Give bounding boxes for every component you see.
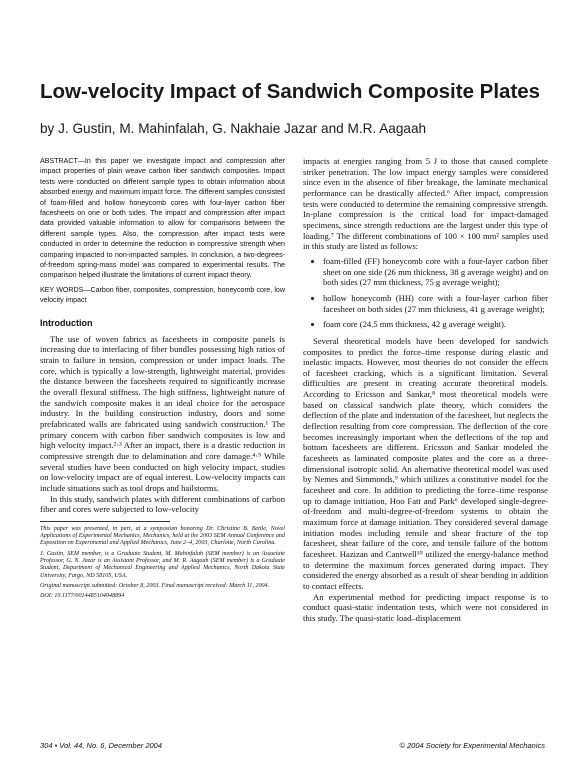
sample-list-item-foam-core: • foam core (24.5 mm thickness, 42 g average weight).: [323, 319, 548, 330]
abstract: ABSTRACT—In this paper we investigate impact and compression after impact properties of plain weave carbon fiber sandwich composites. Impact tests were conducted on different sample types to obtain information about absorbed energy and maximum impact force. The different samples consisted of foam-filled and hollow honeycomb cores with four-layer carbon fiber facesheets on one or both sides. The impact and compression after impact data provided valuable information to allow for comparisons between the different sample types. Also, the compression after impact tests were conducted in order to determine the reduction in compressive strength when comparing impacted to non-impacted samples. In conclusion, a two-degrees-of-freedom spring-mass model was compared to experimental results. The comparison helped illustrate the limitations of current impact theory.: [40, 157, 285, 280]
sample-list: [303, 256, 548, 330]
sample-list-item-foam-filled: • foam-filled (FF) honeycomb core with a four-layer carbon fiber sheet on one side (26 mm thickness, 38 g average weight) and on both sides (27 mm thickness, 75 g average weight);: [323, 256, 548, 288]
footnote-divider: [40, 521, 170, 522]
sample-list-item-hollow-honeycomb: • hollow honeycomb (HH) core with a four-layer carbon fiber facesheet on both sides (27 mm thickness, 41 g average weight);: [323, 293, 548, 314]
keywords: KEY WORDS—Carbon fiber, composites, compression, honeycomb core, low velocity impact: [40, 285, 285, 305]
paper-title: Low-velocity Impact of Sandwich Composite Plates: [40, 80, 541, 103]
footnote-doi: DOI: 10.1177/0014485104048894: [40, 593, 125, 600]
left-column: [40, 156, 285, 604]
intro-paragraph-2: In this study, sandwich plates with different combinations of carbon fiber and cores were subjected to low-velocity: [40, 493, 285, 515]
footnote-presentation: This paper was presented, in part, at a symposium honoring Dr. Christine B. Bettle, Novel Applications of Experimental Mechanics, Mechanics, held at the 2003 SEM Annual Conference and Exposition on Experimental and Applied Mechanics, June 2–4, 2003, Charlotte, North Carolina.: [40, 525, 285, 547]
footnote-manuscript-dates: Original manuscript submitted: October 8, 2003. Final manuscript received: March 11, 2004.: [40, 582, 270, 589]
section-heading-introduction: Introduction: [40, 317, 93, 328]
right-paragraph-2: Several theoretical models have been developed for sandwich composites to predict the force–time response during elastic and inelastic impacts. However, most theories do not consider the effects of facesheet cracking, which is a significant limitation. Several difficulties are present in creating accurate theoretical models. According to Ericsson and Sankar,⁸ most theoretical models were based on classical sandwich plate theory, which considers the deflection of the plate and indentation of the facesheet, but neglects the deflection resulting from core compression. The deflection of the core becomes increasingly important when the deflections of the top and bottom facesheets are different. Ericsson and Sankar modeled the facesheets as laminated composite plates and the core as a three-dimensional isotropic solid. An alternative theoretical model was used by Nemes and Simmonds,⁹ which utilizes a constitutive model for the facesheet and core. In addition to predicting the force–time response up to damage initiation, Hoo Fatt and Park⁶ developed single-degree-of-freedom and multi-degree-of-freedom systems to obtain the maximum force at damage initiation. They considered several damage initiation modes including tensile and shear fracture of the top facesheet, shear failure of the core, and tensile failure of the bottom facesheet. Hazizan and Cantwell¹⁰ utilized the energy-balance method to determine the maximum forces generated during impact. They considered the energy absorbed as a result of shear bending in addition to contact effects.: [303, 335, 548, 591]
footer-journal-info: 304 • Vol. 44, No. 6, December 2004: [40, 741, 163, 750]
right-paragraph-3: An experimental method for predicting impact response is to conduct quasi-static indentation tests, which were not considered in this study. The quasi-static load–displacement: [303, 591, 548, 623]
footnote-affiliations: J. Gustin, SEM member, is a Graduate Student, M. Mahinfalah (SEM member) is an Associate Professor, G. N. Jazar is an Assistant Professor, and M. R. Aagaah (SEM member) is a Graduate Student, Department of Mechanical Engineering and Applied Mechanics, North Dakota State University, Fargo, ND 58105, USA.: [40, 550, 285, 579]
paper-authors: by J. Gustin, M. Mahinfalah, G. Nakhaie Jazar and M.R. Aagaah: [40, 121, 427, 136]
right-paragraph-1: impacts at energies ranging from 5 J to those that caused complete striker penetration. The low impact energy samples were considered since even in the absence of fiber breakage, the laminate mechanical performance can be drastically affected.⁶ After impact, compression tests were conducted to determine the remaining compressive strength. In-plane compression is the critical load for impact-damaged specimens, since strength reductions are the largest under this type of loading.⁷ The different combinations of 100 × 100 mm² samples used in this study are listed as follows:: [303, 156, 548, 252]
intro-paragraph-1: The use of woven fabrics as facesheets in composite panels is increasing due to interlacing of fiber bundles possessing high ratios of strain to failure in tension, compression or under impact loads. The core, which is typically a low-strength, lightweight material, provides the distance between the facesheets required to significantly increase the overall flexural stiffness. The high stiffness, lightweight nature of the sandwich composite makes it an ideal choice for the aerospace industry. In the building construction industry, doors and some prefabricated walls are fabricated using sandwich construction.¹ The primary concern with carbon fiber sandwich composites is low and high velocity impact.²·³ After an impact, there is a drastic reduction in compressive strength due to delamination and core damage.⁴·⁵ While several studies have been conducted on high velocity impact, studies on low-velocity impact are of equal interest. Low-velocity impacts can include situations such as tool drops and hailstorms.: [40, 333, 285, 493]
right-column: [303, 156, 548, 624]
footer-copyright: © 2004 Society for Experimental Mechanics: [399, 741, 545, 750]
